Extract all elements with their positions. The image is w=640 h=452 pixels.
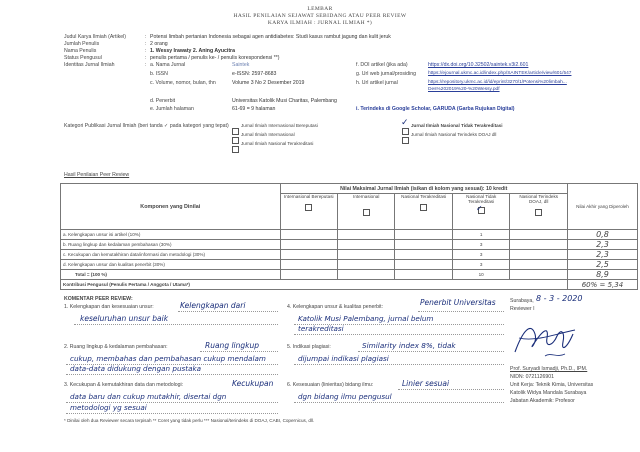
signature-reviewer: Reviewer I <box>510 306 535 312</box>
komentar-1-text: Kelengkapan dari <box>180 301 246 310</box>
col-int-label: Internasional <box>353 194 380 199</box>
row-a-score: 0,8 <box>596 230 609 239</box>
header-line-2: HASIL PENILAIAN SEJAWAT SEBIDANG ATAU PEER REVIEW <box>233 13 407 19</box>
kontribusi-label: Kontribusi Pengusul (Penulis Pertama / Anggota / Utama*) <box>61 280 568 290</box>
col-nas-tidak-checkbox[interactable] <box>455 204 507 215</box>
komentar-3-text: Kecukupan <box>232 379 274 388</box>
komentar-3-label: 3. Kecukupan & kemutakhiran data dan metodologi: <box>64 382 184 388</box>
identitas-label: Identitas Jurnal Ilmiah <box>64 62 115 68</box>
col-nas-tidak <box>452 194 509 230</box>
table-row <box>61 250 638 260</box>
komentar-3-text-3: metodologi yg sesuai <box>70 403 147 412</box>
col-nas-doaj-label: Nasional Terindeks DOAJ, dll <box>519 194 559 204</box>
komentar-6-text: Linier sesuai <box>402 379 450 388</box>
col-nas-tidak-check: ✓ <box>475 204 483 213</box>
col-komponen: Komponen yang Dinilai <box>61 184 281 230</box>
row-d-max: 3 <box>452 260 509 270</box>
table-row <box>61 260 638 270</box>
signature-jabatan: Jabatan Akademik: Profesor <box>510 398 575 404</box>
komentar-6-text-2: dgn bidang ilmu pengusul <box>298 392 392 401</box>
judul-value: Potensi limbah pertanian Indonesia sebagai agen antidiabetes: Studi kasus rambut jagung dan kulit jeruk <box>150 34 391 40</box>
komentar-4-text-3: terakreditasi <box>298 324 344 333</box>
col-int-checkbox[interactable] <box>340 209 392 217</box>
row-c-label: c. Kecukupan dan kemutakhiran data/informasi dan metodologi (30%) <box>61 250 281 260</box>
col-int-rep-label: Internasional Bereputasi <box>283 194 334 199</box>
col-int <box>337 194 394 230</box>
komentar-5-label: 5. Indikasi plagiasi: <box>287 344 331 350</box>
status-value: penulis pertama / penulis ke- / penulis korespondensi **) <box>150 55 280 61</box>
table-row-kontribusi <box>61 280 638 290</box>
col-nilai-akhir: Nilai Akhir yang Diperoleh <box>567 184 637 230</box>
komentar-5-text-2: dijumpai indikasi plagiasi <box>298 354 389 363</box>
col-int-rep <box>280 194 337 230</box>
total-score: 8,9 <box>596 270 609 279</box>
kategori-opt-4: Jurnal Ilmiah Nasional Tidak Terakreditasi <box>411 123 503 128</box>
header-line-3: KARYA ILMIAH : JURNAL ILMIAH *) <box>267 20 373 26</box>
penilaian-table <box>60 183 638 290</box>
table-row <box>61 230 638 240</box>
url-artikel-label: h. Url artikel jurnal <box>356 80 398 86</box>
row-d-score: 2,5 <box>596 260 609 269</box>
table-row <box>61 240 638 250</box>
komentar-2-text-2: cukup, membahas dan pembahasan cukup mendalam <box>70 354 266 363</box>
total-max: 10 <box>452 270 509 280</box>
row-b-max: 3 <box>452 240 509 250</box>
signature-image <box>505 312 581 362</box>
komentar-title: KOMENTAR PEER REVIEW: <box>64 296 133 302</box>
komentar-3-text-2: data baru dan cukup mutakhir, disertai dgn <box>70 392 227 401</box>
table-title: Nilai Maksimal Jurnal Ilmiah (isikan di kolom yang sesuai): 10 kredit <box>280 184 567 194</box>
komentar-2-text: Ruang lingkup <box>205 341 259 350</box>
issn-label: b. ISSN <box>150 71 168 77</box>
doi-link[interactable]: https://dx.doi.org/10.32502/saintek.v3i2.601 <box>428 62 529 68</box>
komentar-2-text-3: data-data didukung dengan pustaka <box>70 364 202 373</box>
signature-unit-2: Katolik Widya Mandala Surabaya <box>510 390 587 396</box>
volume-label: c. Volume, nomor, bulan, thn <box>150 80 216 86</box>
footer-note: * Dinilai oleh dua Reviewer secara terpisah ** Coret yang tidak perlu *** Nasional/terindeks di DOAJ, CABI, Copernicus, dll. <box>64 418 315 423</box>
url-jurnal-link[interactable]: https://ejournal.ukmc.ac.id/index.php/SAINTEK/article/view/601/547 <box>428 71 572 76</box>
row-a-label: a. Kelengkapan unsur isi artikel (10%) <box>61 230 281 240</box>
row-d-label: d. Kelengkapan unsur dan kualitas penerbit (30%) <box>61 260 281 270</box>
kategori-opt-1: Jurnal Ilmiah Internasional Bereputasi <box>241 123 318 128</box>
judul-label: Judul Karya Ilmiah (Artikel) <box>64 34 126 40</box>
doi-label: f. DOI artikel (jika ada) <box>356 62 408 68</box>
col-nas-akr <box>395 194 452 230</box>
col-nas-akr-checkbox[interactable] <box>397 204 449 212</box>
kontribusi-score: 60% = 5,34 <box>581 280 624 289</box>
col-nas-akr-label: Nasional Terakreditasi <box>401 194 447 199</box>
row-c-max: 3 <box>452 250 509 260</box>
penerbit-value: Universitas Katolik Musi Charitas, Palembang <box>232 98 337 104</box>
kategori-checkbox-3[interactable] <box>232 140 239 158</box>
col-int-rep-checkbox[interactable] <box>283 204 335 212</box>
url-artikel-link-cont[interactable]: Des%202019%20-%20Wessy.pdf <box>428 87 500 92</box>
komentar-4-label: 4. Kelengkapan unsur & kualitas penerbit: <box>287 304 384 310</box>
kategori-checkbox-5[interactable] <box>402 131 409 149</box>
row-c-score: 2,3 <box>596 250 609 259</box>
terindeks-note: i. Terindeks di Google Scholar, GARUDA (Garba Rujukan Digital) <box>356 106 515 112</box>
status-label: Status Pengusul <box>64 55 102 61</box>
komentar-1-text-2: keseluruhan unsur baik <box>80 314 169 323</box>
nama-value: 1. Wessy Irawaty 2. Aning Ayucitra <box>150 48 235 54</box>
halaman-label: e. Jumlah halaman <box>150 106 194 112</box>
signature-city: Surabaya, <box>510 298 534 304</box>
penerbit-label: d. Penerbit <box>150 98 176 104</box>
kategori-opt-2: Jurnal Ilmiah Internasional <box>241 132 295 137</box>
total-label: Total = (100 %) <box>61 270 281 280</box>
nama-jurnal-label: a. Nama Jurnal <box>150 62 186 68</box>
nama-label: Nama Penulis <box>64 48 97 54</box>
kategori-label: Kategori Publikasi Jurnal Ilmiah (beri tanda ✓ pada kategori yang tepat) <box>64 123 229 129</box>
komentar-6-label: 6. Kesesuaian (linieritas) bidang ilmu: <box>287 382 374 388</box>
table-row-total <box>61 270 638 280</box>
kategori-check-mark: ✓ <box>401 118 409 128</box>
komentar-4-text-2: Katolik Musi Palembang, jurnal belum <box>298 314 434 323</box>
header-line-1: LEMBAR <box>307 6 333 12</box>
col-nas-doaj <box>510 194 567 230</box>
jumlah-label: Jumlah Penulis <box>64 41 100 47</box>
url-jurnal-label: g. Url web jurnal/prosiding <box>356 71 416 77</box>
issn-value: e-ISSN: 2597-8683 <box>232 71 277 77</box>
col-nas-doaj-checkbox[interactable] <box>512 209 564 217</box>
kategori-opt-3: Jurnal Ilmiah Nasional Terakreditasi <box>241 141 314 146</box>
nama-jurnal-value: Saintek <box>232 62 250 68</box>
row-b-score: 2,3 <box>596 240 609 249</box>
halaman-value: 61-69 = 9 halaman <box>232 106 276 112</box>
komentar-5-text: Similarity index 8%, tidak <box>362 341 456 350</box>
kategori-opt-5: Jurnal Ilmiah Nasional Terindeks DOAJ dll <box>411 132 497 137</box>
signature-name: Prof. Suryadi Ismadji, Ph.D., IPM. <box>510 366 588 372</box>
url-artikel-link[interactable]: https://repository.ukmc.ac.id/id/eprint/3270/1/Potensi%20limbah... <box>428 80 567 85</box>
komentar-2-label: 2. Ruang lingkup & kedalaman pembahasan: <box>64 344 168 350</box>
col-nas-tidak-label: Nasional Tidak Terakreditasi <box>466 194 497 204</box>
signature-date: 8 - 3 - 2020 <box>536 294 583 303</box>
volume-value: Volume 3 No 2 Desember 2019 <box>232 80 305 86</box>
signature-unit: Unit Kerja: Teknik Kimia, Universitas <box>510 382 594 388</box>
hasil-label: Hasil Penilaian Peer Review <box>64 172 130 178</box>
komentar-4-text: Penerbit Universitas <box>420 298 496 307</box>
signature-nidn: NIDN: 0721126901 <box>510 374 555 380</box>
row-a-max: 1 <box>452 230 509 240</box>
row-b-label: b. Ruang lingkup dan kedalaman pembahasan (30%) <box>61 240 281 250</box>
komentar-1-label: 1. Kelengkapan dan kesesuaian unsur: <box>64 304 154 310</box>
jumlah-value: 2 orang <box>150 41 168 47</box>
